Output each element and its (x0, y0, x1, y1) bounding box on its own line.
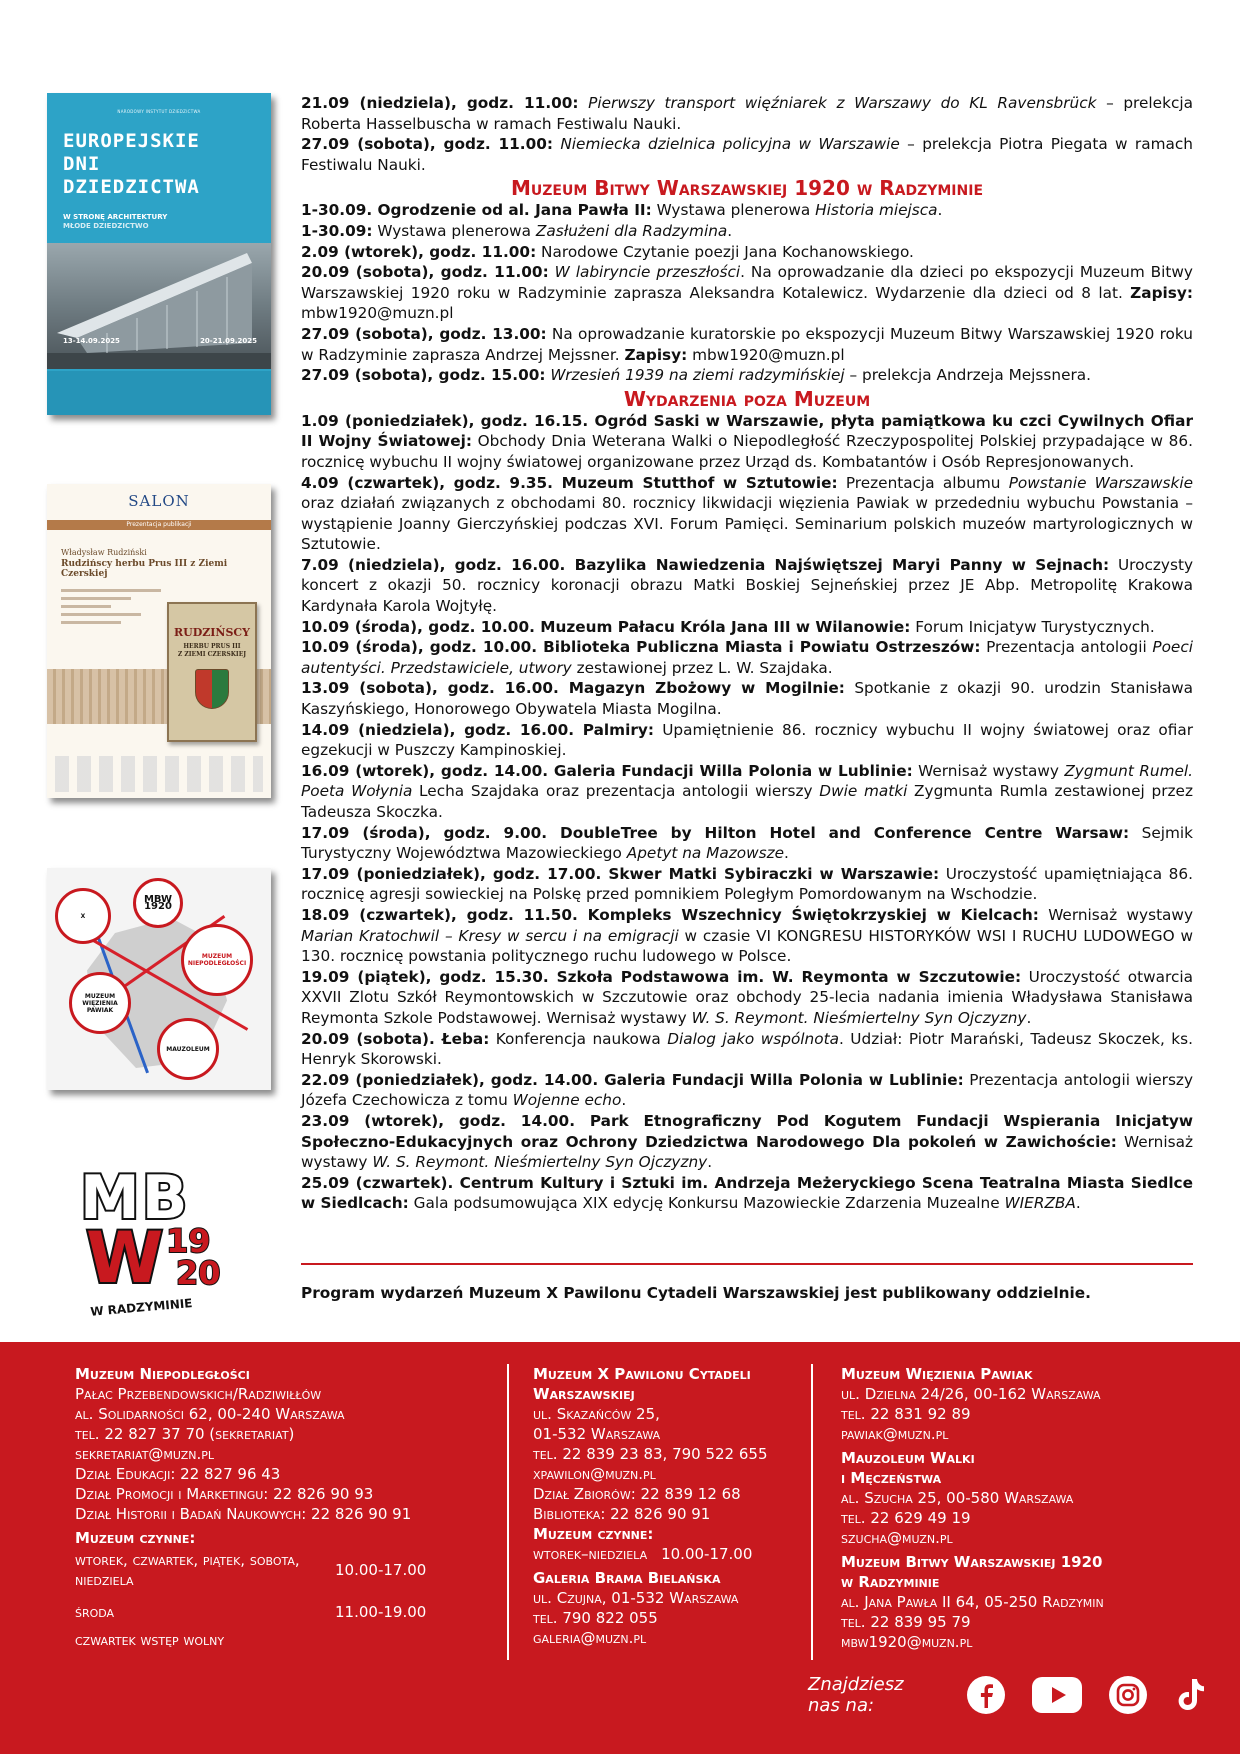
event-entry: 23.09 (wtorek), godz. 14.00. Park Etnograficzny Pod Kogutem Fundacji Wspierania Inicjatyw Społeczno-Edukacyjnych oraz Ochrony Dziedzictwa Narodowego Dla pokoleń w Zawichoście: Wernisaż wystawy W. S. Reymont. Nieśmiertelny Syn Ojczyzny. (301, 1111, 1193, 1172)
event-entry: 21.09 (niedziela), godz. 11.00: Pierwszy transport więźniarek z Warszawy do KL Ravensbrück – prelekcja Roberta Hasselbuscha w ramach Festiwalu Nauki. (301, 94, 1193, 133)
svg-text:20: 20 (176, 1254, 221, 1292)
event-entry: 20.09 (sobota). Łeba: Konferencja naukowa Dialog jako wspólnota. Udział: Piotr Marański, Tadeusz Skoczek, ks. Henryk Skorowski. (301, 1029, 1193, 1069)
event-entry: 14.09 (niedziela), godz. 16.00. Palmiry: Upamiętnienie 86. rocznicy wybuchu II wojny światowej oraz ofiar egzekucji w Puszczy Kampinoskiej. (301, 720, 1193, 760)
event-entry: 27.09 (sobota), godz. 13.00: Na oprowadzanie kuratorskie po ekspozycji Muzeum Bitwy Warszawskiej 1920 roku w Radzyminie zaprasza Andrzej Mejssner. Zapisy: mbw1920@muzn.pl (301, 324, 1193, 364)
museum-map-graphic (47, 868, 271, 1090)
email-link[interactable]: galeria@muzn.pl (533, 1629, 647, 1647)
svg-text:19: 19 (166, 1222, 211, 1260)
free-entry-note: czwartek wstęp wolny (75, 1631, 225, 1649)
social-links (808, 1670, 1208, 1720)
event-entry: 19.09 (piątek), godz. 15.30. Szkoła Podstawowa im. W. Reymonta w Szczutowie: Uroczystość otwarcia XXVII Zlotu Szkół Reymontowskich w Szczutowie oraz obchody 25-lecia nadania imienia Władysława Stanisława Reymonta Szkole Podstawowej. Wernisaż wystawy W. S. Reymont. Nieśmiertelny Syn Ojczyzny. (301, 967, 1193, 1027)
poster-institute: NARODOWY INSTYTUT DZIEDZICTWA (117, 109, 201, 114)
facebook-icon[interactable] (966, 1675, 1006, 1715)
email-link[interactable]: mbw1920@muzn.pl (841, 1633, 973, 1651)
coat-of-arms-icon (195, 669, 229, 709)
red-divider (301, 1263, 1193, 1265)
book-cover: RUDZIŃSCY HERBU PRUS III Z ZIEMI CZERSKIEJ (167, 602, 257, 742)
museum-name: Muzeum Więzienia Pawiak (841, 1365, 1033, 1383)
poster-brand: SALON (128, 492, 190, 510)
tiktok-icon[interactable] (1174, 1675, 1208, 1715)
mbw-logo-icon (78, 1160, 238, 1320)
museum-name: Mauzoleum Walki (841, 1449, 975, 1467)
social-label: Znajdziesz nas na: (808, 1674, 904, 1716)
footer-col-pawiak-mauzoleum-mbw: Muzeum Więzienia Pawiak ul. Dzielna 24/26, 00-162 Warszawa tel. 22 831 92 89 pawiak@muzn.pl Mauzoleum Walki i Męczeństwa al. Szucha 25, 00-580 Warszawa tel. 22 629 49 19 szucha@muzn.pl Muzeum Bitwy Warszawskiej 1920 w Radzyminie al. Jana Pawła II 64, 05-250 Radzymin tel. 22 839 95 79 mbw1920@muzn.pl (841, 1364, 1201, 1652)
event-entry: 7.09 (niedziela), godz. 16.00. Bazylika Nawiedzenia Najświętszej Maryi Panny w Sejnach: Uroczysty koncert z okazji 50. rocznicy koronacji obrazu Matki Boskiej Sejneńskiej przez JE Abp. Metropolitę Krakowa Kardynała Karola Wojtyłę. (301, 555, 1193, 616)
building-photo-icon (47, 243, 271, 369)
event-entry: 27.09 (sobota), godz. 15.00: Wrzesień 1939 na ziemi radzymińskiej – prelekcja Andrzeja Mejssnera. (301, 366, 1092, 385)
poster-sponsor-logos (55, 756, 263, 792)
map-circle-pawiak: MUZEUM WIĘZIENIA PAWIAK (69, 972, 131, 1034)
opening-hours: wtorek, czwartek, piątek, sobota, niedziela 10.00-17.00 środa 11.00-19.00 (75, 1551, 427, 1621)
mbw-1920-logo (78, 1160, 238, 1320)
email-link[interactable]: mbw1920@muzn.pl (687, 345, 845, 364)
museum-name: Muzeum X Pawilonu Cytadeli Warszawskiej (533, 1365, 751, 1403)
poster-footer-logos (47, 371, 271, 415)
section-title-mbw: Muzeum Bitwy Warszawskiej 1920 w Radzyminie (510, 176, 984, 201)
museum-name: Muzeum Bitwy Warszawskiej 1920 (841, 1553, 1103, 1571)
hours-title: Muzeum czynne: (533, 1525, 654, 1543)
email-link[interactable]: pawiak@muzn.pl (841, 1425, 949, 1443)
map-circle-citadel: X (55, 888, 111, 944)
instagram-icon[interactable] (1108, 1675, 1148, 1715)
svg-text:W: W (86, 1217, 164, 1299)
event-entry: 16.09 (wtorek), godz. 14.00. Galeria Fundacji Willa Polonia w Lublinie: Wernisaż wystawy Zygmunt Rumel. Poeta Wołynia Lecha Szajdaka oraz prezentacja antologii wierszy Dwie matki Zygmunta Rumla zestawionej przez Tadeusza Skoczka. (301, 761, 1193, 821)
event-entry: 1.09 (poniedziałek), godz. 16.15. Ogród Saski w Warszawie, płyta pamiątkowa ku czci Cywilnych Ofiar II Wojny Światowej: Obchody Dnia Weterana Walki o Niepodległość Rzeczypospolitej Polskiej przypadające w 86. rocznicę wybuchu II wojny światowej organizowane przez Urząd ds. Kombatantów i Osób Represjonowanych. (301, 411, 1193, 471)
event-entry: 10.09 (środa), godz. 10.00. Biblioteka Publiczna Miasta i Powiatu Ostrzeszów: Prezentacja antologii Poeci autentyści. Przedstawiciele, utwory zestawionej przez L. W. Szajdaka. (301, 638, 1193, 677)
poster-band: Prezentacja publikacji (47, 520, 271, 530)
poster-details (61, 589, 161, 629)
svg-text:MB: MB (80, 1163, 190, 1233)
museum-name: Muzeum Niepodległości (75, 1365, 250, 1383)
event-entry: 25.09 (czwartek). Centrum Kultury i Sztuki im. Andrzeja Meżeryckiego Scena Teatralna Miasta Siedlce w Siedlcach: Gala podsumowująca XIX edycję Konkursu Mazowieckie Zdarzenia Muzealne WIERZBA. (301, 1173, 1193, 1213)
map-circle-niepodleglosci: MUZEUM NIEPODLEGŁOŚCI (181, 924, 253, 996)
svg-text:W RADZYMINIE: W RADZYMINIE (89, 1296, 193, 1319)
hours-title: Muzeum czynne: (75, 1529, 196, 1547)
event-entry: 1-30.09. Ogrodzenie od al. Jana Pawła II: Wystawa plenerowa Historia miejsca. (301, 201, 943, 220)
event-entry: 20.09 (sobota), godz. 11.00: W labiryncie przeszłości. Na oprowadzanie dla dzieci po ekspozycji Muzeum Bitwy Warszawskiej 1920 roku w Radzyminie zaprasza Aleksandra Kotalewicz. Wydarzenie dla dzieci od 8 lat. Zapisy: mbw1920@muzn.pl (301, 263, 1193, 323)
event-entry: 27.09 (sobota), godz. 11.00: Niemiecka dzielnica policyjna w Warszawie – prelekcja Piotra Piegata w ramach Festiwalu Nauki. (301, 135, 1193, 174)
footer-col-x-pawilon: Muzeum X Pawilonu Cytadeli Warszawskiej ul. Skazańców 25, 01-532 Warszawa tel. 22 839 23 83, 790 522 655 xpawilon@muzn.pl Dział Zbiorów: 22 839 12 68 Biblioteka: 22 826 90 91 Muzeum czynne: wtorek–niedziela 10.00-17.00 Galeria Brama Bielańska ul. Czujna, 01-532 Warszawa tel. 790 822 055 galeria@muzn.pl (533, 1364, 803, 1648)
event-entry: 4.09 (czwartek), godz. 9.35. Muzeum Stutthof w Sztutowie: Prezentacja albumu Powstanie Warszawskie oraz działań związanych z obchodami 80. rocznicy likwidacji więzienia Pawiak w przededniu wybuchu Powstania – wystąpienie Joanny Gierczyńskiej podczas XVI. Forum Pamięci. Seminarium polskich muzeów martyrologicznych w Sztutowie. (301, 473, 1193, 554)
poster-title: EUROPEJSKIE DNI DZIEDZICTWA (63, 130, 200, 198)
footer-separator (507, 1364, 509, 1660)
poster-author: Władysław Rudziński (61, 548, 147, 557)
poster-subtitle: W STRONĘ ARCHITEKTURY MŁODE DZIEDZICTWO (63, 213, 168, 230)
separate-program-note: Program wydarzeń Muzeum X Pawilonu Cytadeli Warszawskiej jest publikowany oddzielnie. (301, 1284, 1091, 1302)
event-entry: 17.09 (poniedziałek), godz. 17.00. Skwer Matki Sybiraczki w Warszawie: Uroczystość upamiętniająca 86. rocznicę agresji sowieckiej na Polskę przed pomnikiem Poległym Pomordowanym na Wschodzie. (301, 864, 1193, 904)
event-entry: 22.09 (poniedziałek), godz. 14.00. Galeria Fundacji Willa Polonia w Lublinie: Prezentacja antologii wierszy Józefa Czechowicza z tomu Wojenne echo. (301, 1070, 1193, 1110)
footer-separator (811, 1364, 813, 1660)
email-link[interactable]: xpawilon@muzn.pl (533, 1465, 656, 1483)
event-entry: 13.09 (sobota), godz. 16.00. Magazyn Zbożowy w Mogilnie: Spotkanie z okazji 90. urodzin Stanisława Kaszyńskiego, Honorowego Obywatela Miasta Mogilna. (301, 679, 1193, 719)
poster-european-heritage-days (47, 93, 271, 415)
poster-dates: 13-14.09.2025 20-21.09.2025 (63, 337, 257, 345)
poster-book-presentation (47, 484, 271, 798)
contact-footer (0, 1342, 1240, 1754)
email-link[interactable]: sekretariat@muzn.pl (75, 1445, 215, 1463)
poster-book-title: Rudzińscy herbu Prus III z Ziemi Czerskiej (61, 559, 228, 579)
event-entry: 1-30.09: Wystawa plenerowa Zasłużeni dla Radzymina. (301, 221, 733, 240)
email-link[interactable]: szucha@muzn.pl (841, 1529, 953, 1547)
event-entry: 18.09 (czwartek), godz. 11.50. Kompleks Wszechnicy Świętokrzyskiej w Kielcach: Wernisaż wystawy Marian Kratochwil – Kresy w sercu i na emigracji w czasie VI KONGRESU HISTORYKÓW WSI I RUCHU LUDOWEGO w 130. rocznicę powstania politycznego ruchu ludowego w Polsce. (301, 905, 1193, 966)
map-circle-mbw: MBW 1920 (133, 878, 183, 928)
section-title-outside: Wydarzenia poza Muzeum (623, 386, 871, 411)
event-program (301, 93, 1193, 1214)
opening-hours: wtorek–niedziela 10.00-17.00 (533, 1545, 753, 1563)
event-entry: 10.09 (środa), godz. 10.00. Muzeum Pałacu Króla Jana III w Wilanowie: Forum Inicjatyw Turystycznych. (301, 617, 1155, 636)
event-entry: 2.09 (wtorek), godz. 11.00: Narodowe Czytanie poezji Jana Kochanowskiego. (301, 242, 914, 261)
footer-col-niepodleglosci: Muzeum Niepodległości Pałac Przebendowskich/Radziwiłłów al. Solidarności 62, 00-240 Warszawa tel. 22 827 37 70 (sekretariat) sekretariat@muzn.pl Dział Edukacji: 22 827 96 43 Dział Promocji i Marketingu: 22 826 90 93 Dział Historii i Badań Naukowych: 22 826 90 91 Muzeum czynne: wtorek, czwartek, piątek, sobota, niedziela 10.00-17.00 środa 11.00-19.00 czwartek wstęp wolny (75, 1364, 495, 1650)
museum-name: Galeria Brama Bielańska (533, 1569, 721, 1587)
poster-photo (47, 243, 271, 369)
event-entry: 17.09 (środa), godz. 9.00. DoubleTree by Hilton Hotel and Conference Centre Warsaw: Sejmik Turystyczny Województwa Mazowieckiego Apetyt na Mazowsze. (301, 823, 1193, 863)
youtube-icon[interactable] (1032, 1677, 1082, 1713)
map-circle-mauzoleum: MAUZOLEUM (157, 1018, 219, 1080)
email-link[interactable]: mbw1920@muzn.pl (301, 304, 454, 323)
